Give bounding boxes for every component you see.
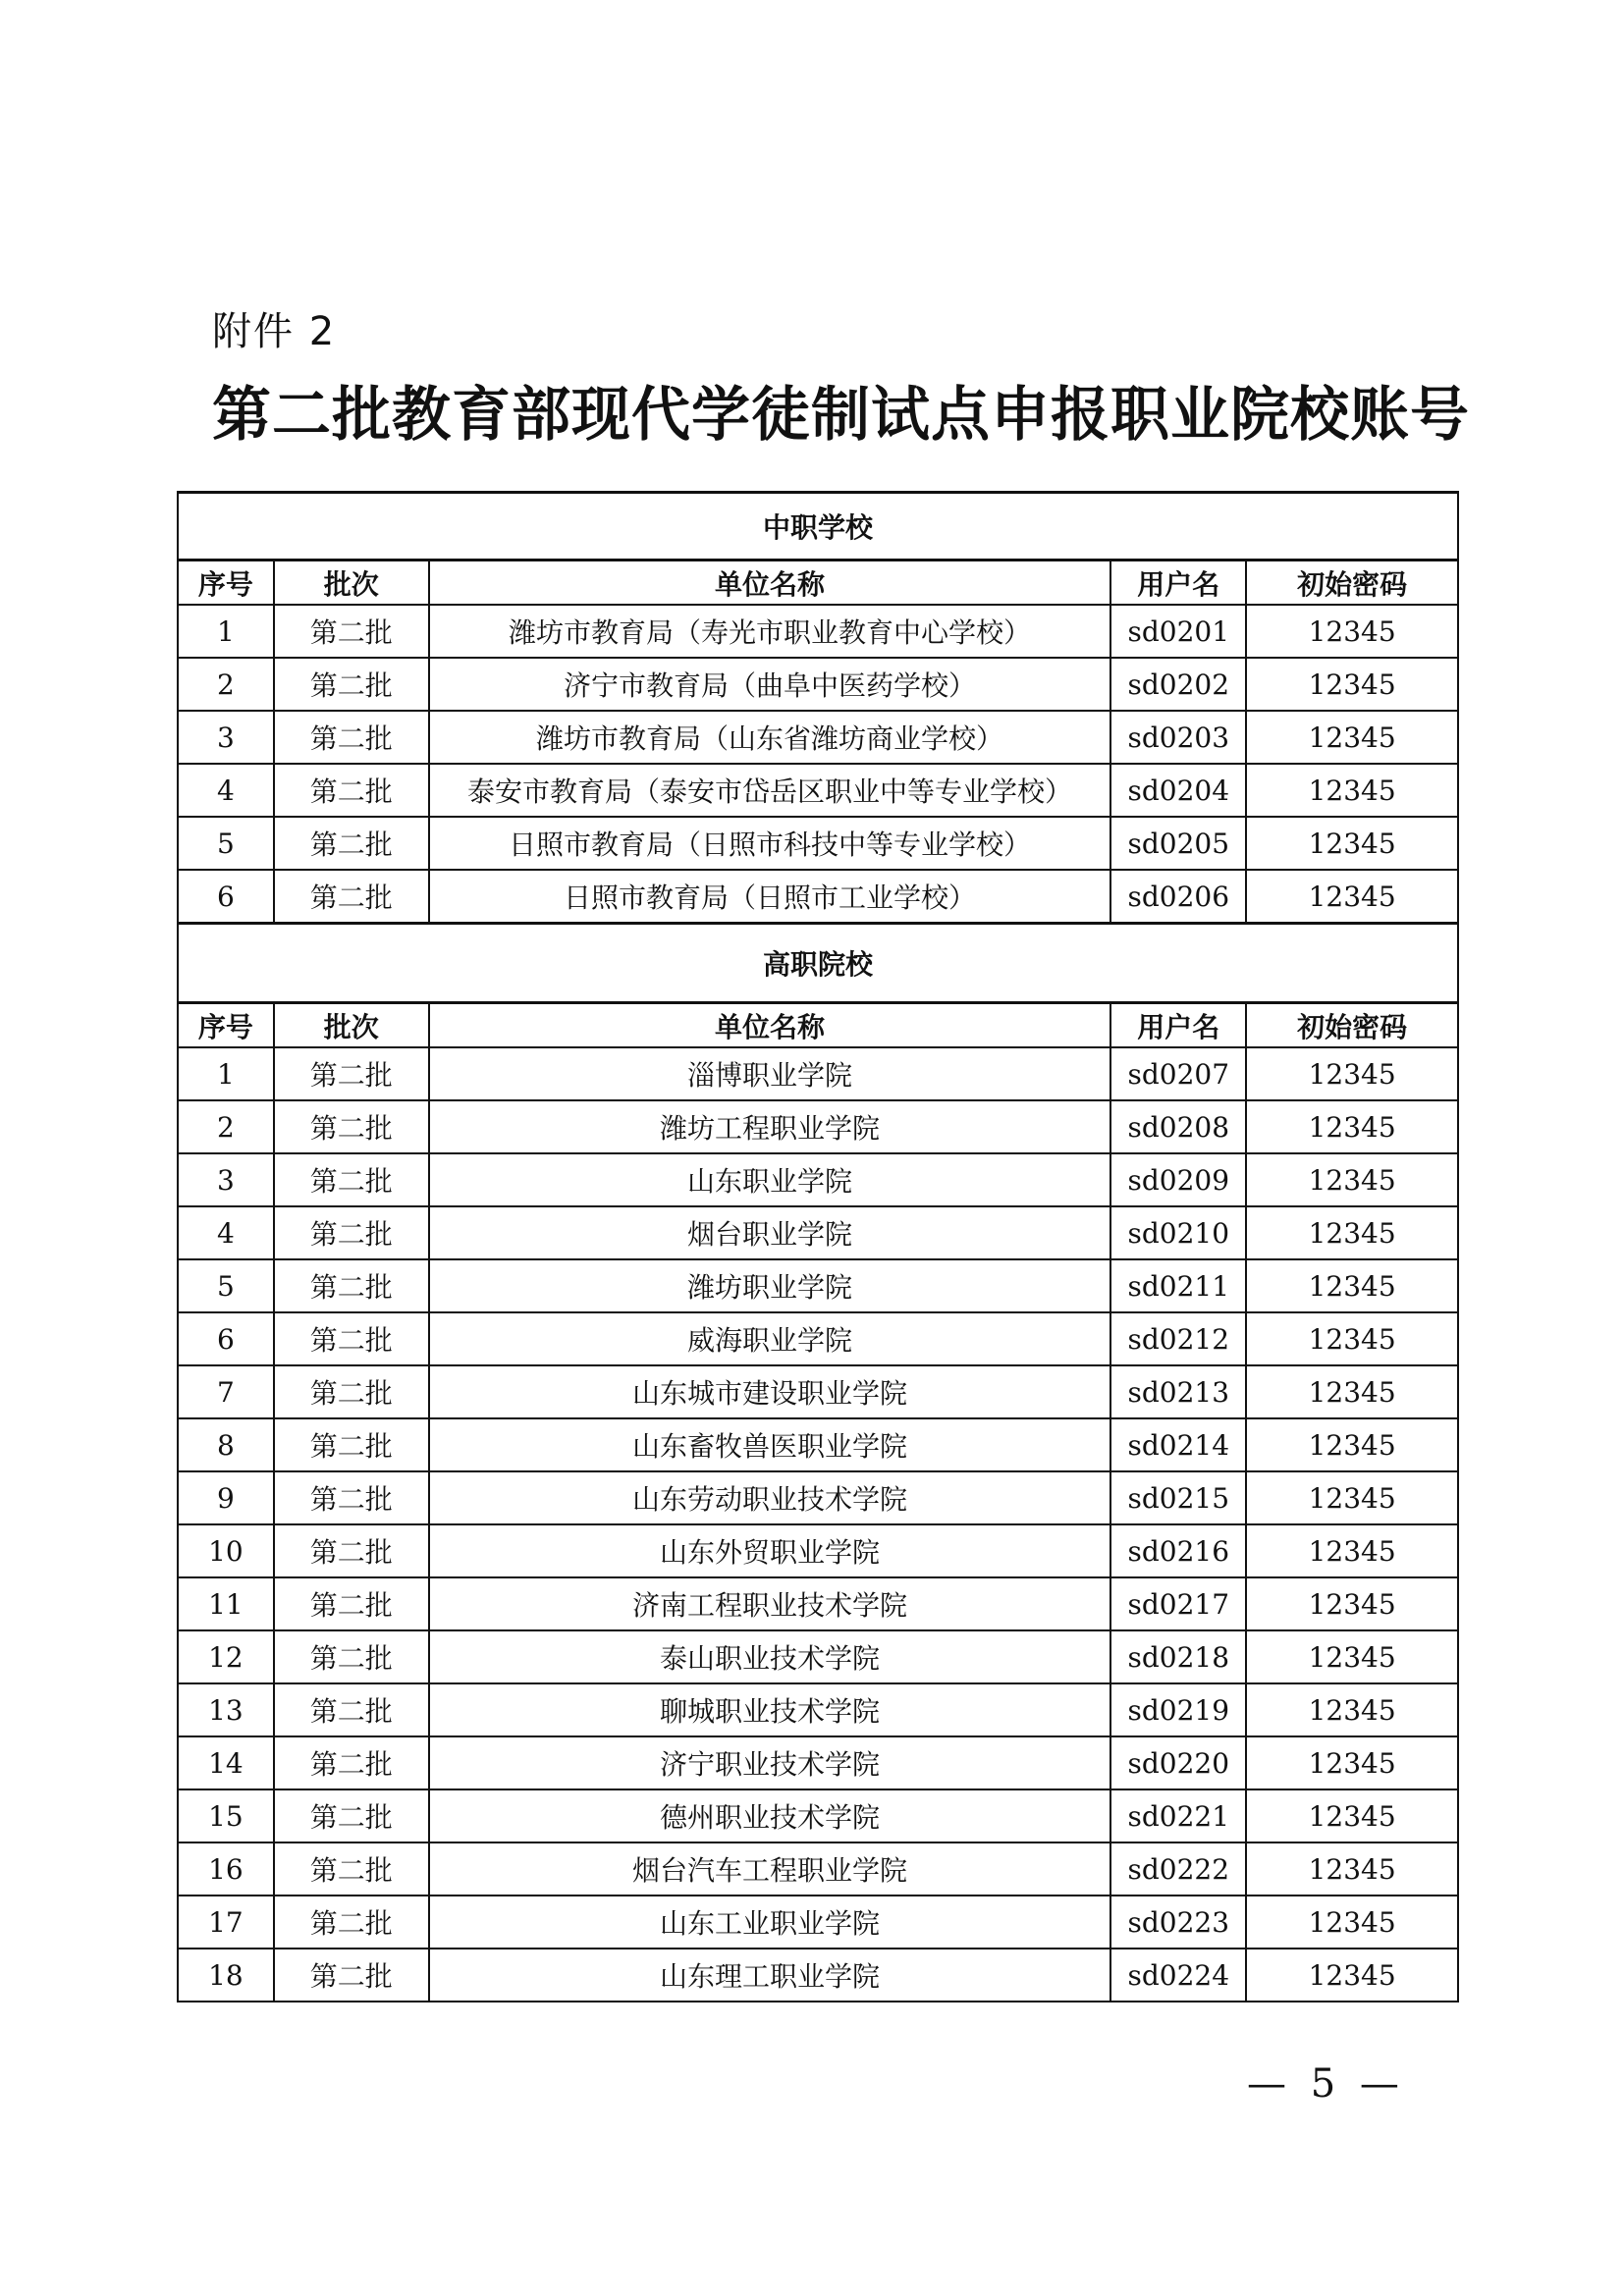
- cell-username: sd0223: [1110, 1896, 1246, 1949]
- table-row: [178, 1100, 1458, 1153]
- cell-password: 12345: [1246, 658, 1458, 711]
- table-row: [178, 1365, 1458, 1418]
- cell-batch: 第二批: [274, 1896, 429, 1949]
- cell-index: 4: [178, 764, 274, 817]
- table-row: [178, 870, 1458, 924]
- cell-batch: 第二批: [274, 1153, 429, 1206]
- table-row: [178, 1206, 1458, 1259]
- cell-batch: 第二批: [274, 605, 429, 658]
- cell-username: sd0220: [1110, 1736, 1246, 1789]
- cell-batch: 第二批: [274, 1100, 429, 1153]
- cell-batch: 第二批: [274, 1206, 429, 1259]
- table-row: [178, 1471, 1458, 1524]
- cell-password: 12345: [1246, 1206, 1458, 1259]
- cell-password: 12345: [1246, 1365, 1458, 1418]
- accounts-table: [177, 491, 1459, 2002]
- section-title: 中职学校: [178, 493, 1458, 561]
- cell-index: 15: [178, 1789, 274, 1842]
- cell-index: 10: [178, 1524, 274, 1577]
- cell-batch: 第二批: [274, 711, 429, 764]
- cell-unit: 淄博职业学院: [429, 1047, 1111, 1100]
- cell-username: sd0215: [1110, 1471, 1246, 1524]
- header-unit: 单位名称: [429, 561, 1111, 606]
- cell-index: 3: [178, 1153, 274, 1206]
- cell-batch: 第二批: [274, 1047, 429, 1100]
- table-row: [178, 1312, 1458, 1365]
- cell-username: sd0217: [1110, 1577, 1246, 1630]
- table-row: [178, 1736, 1458, 1789]
- cell-password: 12345: [1246, 1683, 1458, 1736]
- cell-unit: 山东职业学院: [429, 1153, 1111, 1206]
- cell-index: 4: [178, 1206, 274, 1259]
- cell-username: sd0216: [1110, 1524, 1246, 1577]
- cell-index: 6: [178, 870, 274, 924]
- cell-username: sd0201: [1110, 605, 1246, 658]
- table-row: [178, 1577, 1458, 1630]
- cell-unit: 山东畜牧兽医职业学院: [429, 1418, 1111, 1471]
- cell-index: 3: [178, 711, 274, 764]
- cell-index: 13: [178, 1683, 274, 1736]
- cell-unit: 日照市教育局（日照市科技中等专业学校）: [429, 817, 1111, 870]
- cell-batch: 第二批: [274, 1683, 429, 1736]
- cell-unit: 烟台职业学院: [429, 1206, 1111, 1259]
- cell-username: sd0205: [1110, 817, 1246, 870]
- cell-password: 12345: [1246, 1736, 1458, 1789]
- cell-username: sd0207: [1110, 1047, 1246, 1100]
- section-title: 高职院校: [178, 924, 1458, 1003]
- cell-password: 12345: [1246, 1153, 1458, 1206]
- table-header: [178, 561, 1458, 606]
- cell-index: 8: [178, 1418, 274, 1471]
- cell-username: sd0219: [1110, 1683, 1246, 1736]
- cell-username: sd0204: [1110, 764, 1246, 817]
- cell-batch: 第二批: [274, 1842, 429, 1896]
- cell-username: sd0224: [1110, 1949, 1246, 2002]
- cell-password: 12345: [1246, 1471, 1458, 1524]
- table-row: [178, 764, 1458, 817]
- table-row: [178, 1259, 1458, 1312]
- cell-unit: 日照市教育局（日照市工业学校）: [429, 870, 1111, 924]
- header-user: 用户名: [1110, 561, 1246, 606]
- cell-index: 16: [178, 1842, 274, 1896]
- table-row: [178, 1789, 1458, 1842]
- cell-batch: 第二批: [274, 1524, 429, 1577]
- table-row: [178, 1418, 1458, 1471]
- cell-batch: 第二批: [274, 1789, 429, 1842]
- cell-index: 5: [178, 1259, 274, 1312]
- header-batch: 批次: [274, 1003, 429, 1048]
- cell-password: 12345: [1246, 1047, 1458, 1100]
- cell-unit: 山东城市建设职业学院: [429, 1365, 1111, 1418]
- cell-password: 12345: [1246, 1630, 1458, 1683]
- cell-password: 12345: [1246, 605, 1458, 658]
- section-higher: [178, 924, 1458, 1003]
- cell-unit: 济宁市教育局（曲阜中医药学校）: [429, 658, 1111, 711]
- cell-index: 2: [178, 1100, 274, 1153]
- table-row: [178, 1896, 1458, 1949]
- cell-password: 12345: [1246, 1949, 1458, 2002]
- cell-index: 9: [178, 1471, 274, 1524]
- page-number: — 5 —: [1247, 2061, 1405, 2107]
- secondary-rows: [178, 605, 1458, 924]
- cell-unit: 山东理工职业学院: [429, 1949, 1111, 2002]
- table-row: [178, 711, 1458, 764]
- cell-unit: 威海职业学院: [429, 1312, 1111, 1365]
- cell-username: sd0211: [1110, 1259, 1246, 1312]
- cell-unit: 济南工程职业技术学院: [429, 1577, 1111, 1630]
- table-row: [178, 1683, 1458, 1736]
- cell-unit: 潍坊市教育局（山东省潍坊商业学校）: [429, 711, 1111, 764]
- cell-username: sd0218: [1110, 1630, 1246, 1683]
- cell-unit: 山东工业职业学院: [429, 1896, 1111, 1949]
- cell-batch: 第二批: [274, 1630, 429, 1683]
- cell-unit: 山东外贸职业学院: [429, 1524, 1111, 1577]
- cell-username: sd0222: [1110, 1842, 1246, 1896]
- cell-username: sd0206: [1110, 870, 1246, 924]
- cell-batch: 第二批: [274, 817, 429, 870]
- cell-password: 12345: [1246, 817, 1458, 870]
- cell-batch: 第二批: [274, 1949, 429, 2002]
- cell-unit: 山东劳动职业技术学院: [429, 1471, 1111, 1524]
- cell-password: 12345: [1246, 1524, 1458, 1577]
- cell-unit: 潍坊职业学院: [429, 1259, 1111, 1312]
- cell-password: 12345: [1246, 1100, 1458, 1153]
- cell-index: 5: [178, 817, 274, 870]
- cell-index: 1: [178, 1047, 274, 1100]
- cell-index: 2: [178, 658, 274, 711]
- cell-unit: 聊城职业技术学院: [429, 1683, 1111, 1736]
- header-password: 初始密码: [1246, 1003, 1458, 1048]
- cell-unit: 德州职业技术学院: [429, 1789, 1111, 1842]
- cell-index: 12: [178, 1630, 274, 1683]
- cell-batch: 第二批: [274, 1418, 429, 1471]
- cell-password: 12345: [1246, 711, 1458, 764]
- cell-batch: 第二批: [274, 764, 429, 817]
- table-row: [178, 1047, 1458, 1100]
- document-title: 第二批教育部现代学徒制试点申报职业院校账号: [212, 381, 1470, 450]
- cell-password: 12345: [1246, 1312, 1458, 1365]
- cell-username: sd0202: [1110, 658, 1246, 711]
- cell-index: 17: [178, 1896, 274, 1949]
- cell-password: 12345: [1246, 1896, 1458, 1949]
- cell-password: 12345: [1246, 1842, 1458, 1896]
- cell-batch: 第二批: [274, 1736, 429, 1789]
- table-row: [178, 1842, 1458, 1896]
- cell-index: 6: [178, 1312, 274, 1365]
- cell-password: 12345: [1246, 870, 1458, 924]
- cell-index: 14: [178, 1736, 274, 1789]
- table-row: [178, 605, 1458, 658]
- cell-unit: 泰山职业技术学院: [429, 1630, 1111, 1683]
- cell-index: 18: [178, 1949, 274, 2002]
- cell-username: sd0209: [1110, 1153, 1246, 1206]
- attachment-label: 附件 2: [212, 309, 337, 354]
- cell-unit: 潍坊市教育局（寿光市职业教育中心学校）: [429, 605, 1111, 658]
- cell-batch: 第二批: [274, 1577, 429, 1630]
- cell-batch: 第二批: [274, 1259, 429, 1312]
- cell-username: sd0203: [1110, 711, 1246, 764]
- table-row: [178, 1524, 1458, 1577]
- cell-batch: 第二批: [274, 658, 429, 711]
- section-secondary: [178, 493, 1458, 561]
- cell-username: sd0208: [1110, 1100, 1246, 1153]
- header-unit: 单位名称: [429, 1003, 1111, 1048]
- cell-username: sd0214: [1110, 1418, 1246, 1471]
- cell-index: 7: [178, 1365, 274, 1418]
- cell-batch: 第二批: [274, 870, 429, 924]
- cell-unit: 济宁职业技术学院: [429, 1736, 1111, 1789]
- cell-index: 1: [178, 605, 274, 658]
- table-header: [178, 1003, 1458, 1048]
- table-row: [178, 1949, 1458, 2002]
- cell-username: sd0213: [1110, 1365, 1246, 1418]
- cell-unit: 潍坊工程职业学院: [429, 1100, 1111, 1153]
- cell-username: sd0212: [1110, 1312, 1246, 1365]
- table-row: [178, 658, 1458, 711]
- cell-index: 11: [178, 1577, 274, 1630]
- cell-username: sd0210: [1110, 1206, 1246, 1259]
- cell-batch: 第二批: [274, 1312, 429, 1365]
- header-index: 序号: [178, 561, 274, 606]
- header-index: 序号: [178, 1003, 274, 1048]
- higher-header-group: [178, 924, 1458, 1048]
- cell-password: 12345: [1246, 1577, 1458, 1630]
- accounts-table-body: [178, 493, 1458, 606]
- cell-password: 12345: [1246, 764, 1458, 817]
- table-row: [178, 1153, 1458, 1206]
- table-row: [178, 817, 1458, 870]
- cell-password: 12345: [1246, 1418, 1458, 1471]
- header-user: 用户名: [1110, 1003, 1246, 1048]
- cell-batch: 第二批: [274, 1471, 429, 1524]
- cell-username: sd0221: [1110, 1789, 1246, 1842]
- table-row: [178, 1630, 1458, 1683]
- header-password: 初始密码: [1246, 561, 1458, 606]
- higher-rows: [178, 1047, 1458, 2002]
- cell-password: 12345: [1246, 1259, 1458, 1312]
- cell-password: 12345: [1246, 1789, 1458, 1842]
- cell-batch: 第二批: [274, 1365, 429, 1418]
- header-batch: 批次: [274, 561, 429, 606]
- cell-unit: 泰安市教育局（泰安市岱岳区职业中等专业学校）: [429, 764, 1111, 817]
- cell-unit: 烟台汽车工程职业学院: [429, 1842, 1111, 1896]
